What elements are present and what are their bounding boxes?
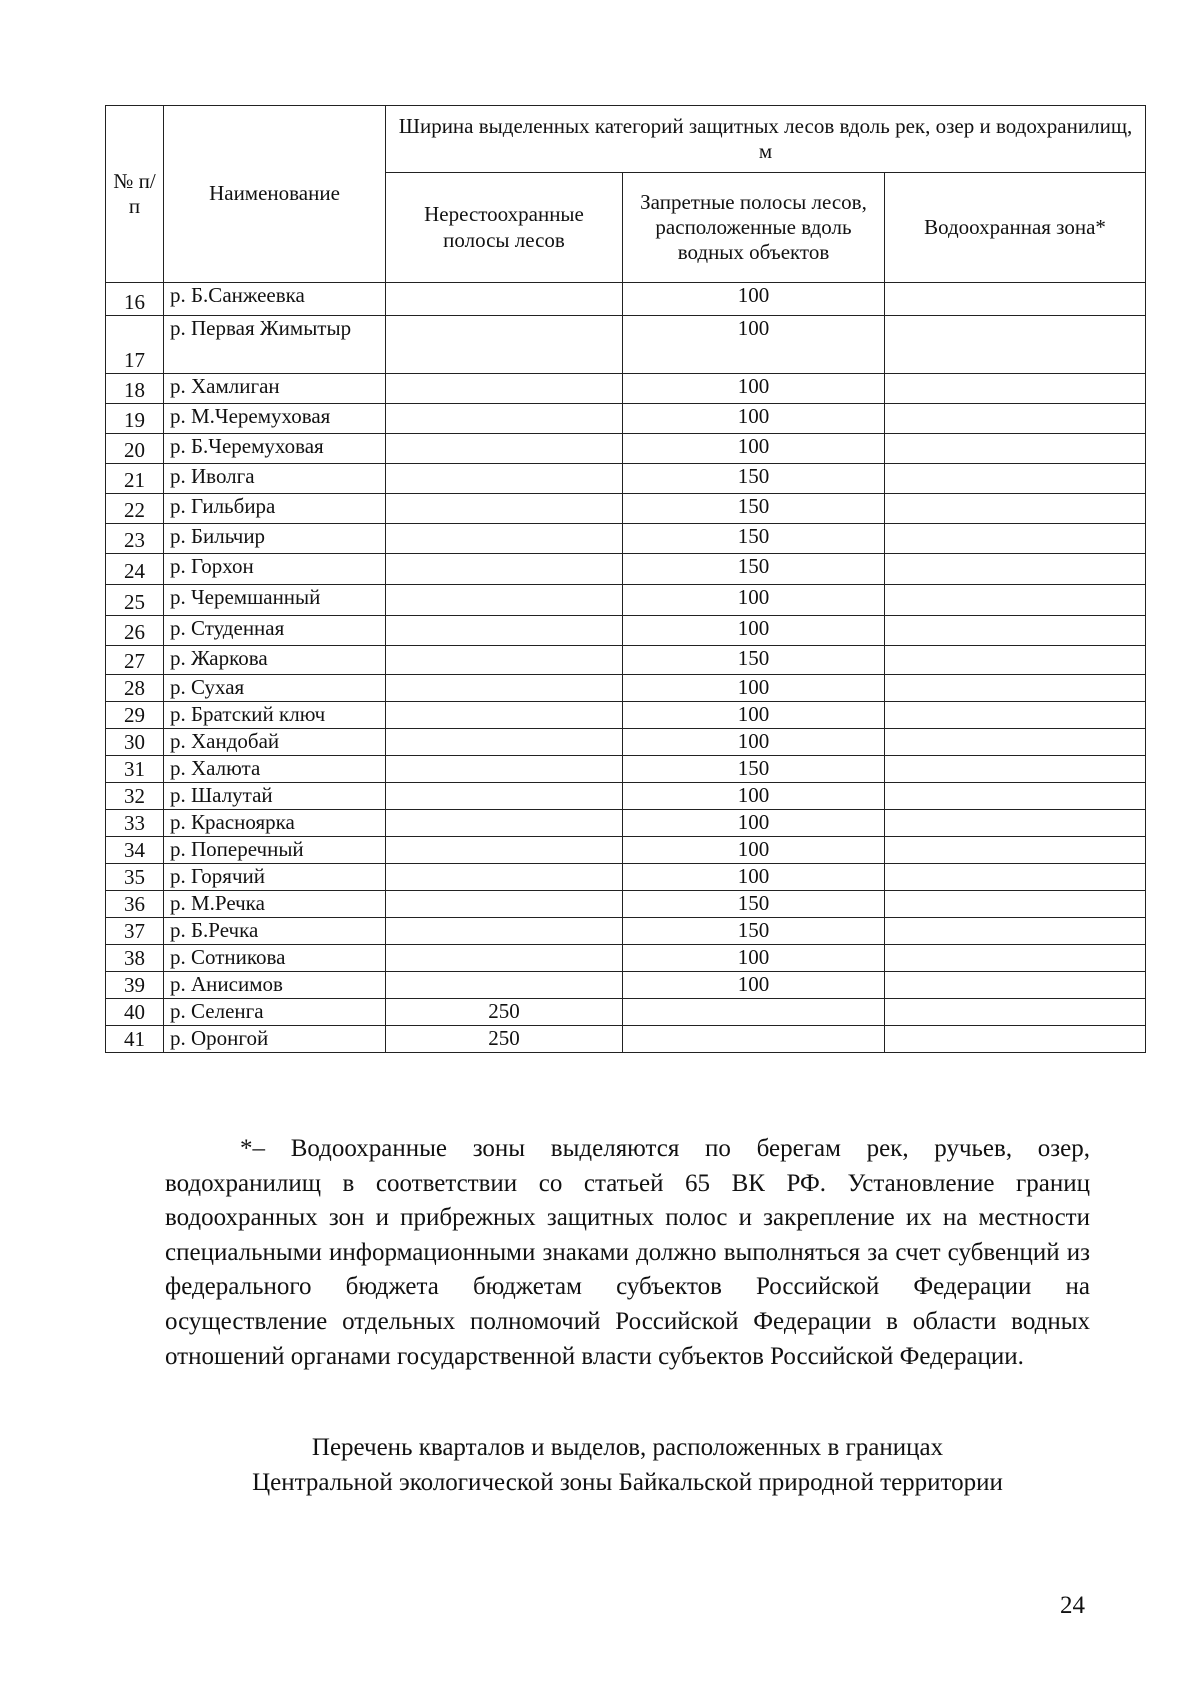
- row-water-zone-width: [885, 837, 1146, 864]
- row-water-zone-width: [885, 494, 1146, 524]
- forest-width-table: [105, 105, 1146, 1053]
- row-num: 17: [106, 316, 164, 374]
- row-spawning-width: [386, 646, 623, 675]
- row-name: р. Иволга: [164, 464, 386, 494]
- row-spawning-width: [386, 404, 623, 434]
- row-water-zone-width: [885, 434, 1146, 464]
- row-restricted-width: 150: [623, 464, 885, 494]
- row-num: 38: [106, 945, 164, 972]
- row-num: 30: [106, 729, 164, 756]
- list-title: [165, 1430, 1090, 1500]
- header-name: Наименование: [164, 106, 386, 283]
- page-number: 24: [1060, 1592, 1085, 1619]
- row-restricted-width: 150: [623, 554, 885, 585]
- list-title-line-2: Центральной экологической зоны Байкальской природной территории: [252, 1469, 1003, 1496]
- row-spawning-width: [386, 434, 623, 464]
- row-name: р. Анисимов: [164, 972, 386, 999]
- row-spawning-width: [386, 864, 623, 891]
- list-title-line-1: Перечень кварталов и выделов, расположенных в границах: [311, 1434, 944, 1461]
- row-spawning-width: [386, 585, 623, 616]
- row-name: р. Первая Жимытыр: [164, 316, 386, 374]
- table-row: [106, 837, 1146, 864]
- row-restricted-width: 150: [623, 891, 885, 918]
- row-num: 39: [106, 972, 164, 999]
- row-num: 23: [106, 524, 164, 554]
- row-name: р. Халюта: [164, 756, 386, 783]
- row-restricted-width: 150: [623, 646, 885, 675]
- row-spawning-width: [386, 616, 623, 646]
- table-row: [106, 524, 1146, 554]
- row-name: р. Жаркова: [164, 646, 386, 675]
- row-num: 20: [106, 434, 164, 464]
- row-restricted-width: 100: [623, 404, 885, 434]
- row-restricted-width: 150: [623, 494, 885, 524]
- row-restricted-width: 150: [623, 918, 885, 945]
- header-water-zone: Водоохранная зона*: [885, 173, 1146, 283]
- table-row: [106, 864, 1146, 891]
- table-row: [106, 616, 1146, 646]
- row-water-zone-width: [885, 702, 1146, 729]
- row-name: р. Черемшанный: [164, 585, 386, 616]
- row-restricted-width: 100: [623, 616, 885, 646]
- table-row: [106, 646, 1146, 675]
- row-num: 29: [106, 702, 164, 729]
- row-num: 35: [106, 864, 164, 891]
- row-restricted-width: [623, 1026, 885, 1053]
- row-name: р. Хандобай: [164, 729, 386, 756]
- row-spawning-width: [386, 675, 623, 702]
- row-name: р. Горячий: [164, 864, 386, 891]
- row-name: р. Селенга: [164, 999, 386, 1026]
- table-row: [106, 554, 1146, 585]
- row-restricted-width: [623, 999, 885, 1026]
- table-row: [106, 374, 1146, 404]
- row-num: 41: [106, 1026, 164, 1053]
- row-spawning-width: [386, 918, 623, 945]
- row-name: р. М.Речка: [164, 891, 386, 918]
- row-name: р. Бильчир: [164, 524, 386, 554]
- row-name: р. Красноярка: [164, 810, 386, 837]
- row-num: 24: [106, 554, 164, 585]
- row-name: р. Шалутай: [164, 783, 386, 810]
- row-num: 31: [106, 756, 164, 783]
- table-row: [106, 283, 1146, 316]
- row-water-zone-width: [885, 404, 1146, 434]
- row-num: 19: [106, 404, 164, 434]
- row-spawning-width: [386, 554, 623, 585]
- row-restricted-width: 100: [623, 945, 885, 972]
- row-num: 16: [106, 283, 164, 316]
- table-row: [106, 783, 1146, 810]
- row-spawning-width: 250: [386, 999, 623, 1026]
- row-restricted-width: 100: [623, 864, 885, 891]
- row-spawning-width: [386, 464, 623, 494]
- row-name: р. Хамлиган: [164, 374, 386, 404]
- row-spawning-width: [386, 283, 623, 316]
- row-water-zone-width: [885, 972, 1146, 999]
- row-water-zone-width: [885, 729, 1146, 756]
- table-row: [106, 316, 1146, 374]
- row-spawning-width: [386, 891, 623, 918]
- header-restricted: Запретные полосы лесов, расположенные вдоль водных объектов: [623, 173, 885, 283]
- row-spawning-width: [386, 810, 623, 837]
- row-spawning-width: [386, 524, 623, 554]
- row-spawning-width: [386, 972, 623, 999]
- row-name: р. Б.Речка: [164, 918, 386, 945]
- row-restricted-width: 100: [623, 434, 885, 464]
- row-name: р. Сотникова: [164, 945, 386, 972]
- row-num: 27: [106, 646, 164, 675]
- row-name: р. Поперечный: [164, 837, 386, 864]
- row-num: 37: [106, 918, 164, 945]
- table-row: [106, 404, 1146, 434]
- table-body: [106, 283, 1146, 1053]
- table-row: [106, 494, 1146, 524]
- row-spawning-width: [386, 756, 623, 783]
- table-row: [106, 999, 1146, 1026]
- row-water-zone-width: [885, 810, 1146, 837]
- row-num: 25: [106, 585, 164, 616]
- table-row: [106, 464, 1146, 494]
- row-spawning-width: [386, 316, 623, 374]
- row-num: 28: [106, 675, 164, 702]
- table-row: [106, 918, 1146, 945]
- row-num: 33: [106, 810, 164, 837]
- row-restricted-width: 100: [623, 374, 885, 404]
- row-water-zone-width: [885, 945, 1146, 972]
- row-spawning-width: [386, 837, 623, 864]
- row-spawning-width: [386, 702, 623, 729]
- row-num: 18: [106, 374, 164, 404]
- table-row: [106, 945, 1146, 972]
- row-name: р. Студенная: [164, 616, 386, 646]
- row-name: р. Братский ключ: [164, 702, 386, 729]
- table-row: [106, 702, 1146, 729]
- row-restricted-width: 150: [623, 756, 885, 783]
- table-row: [106, 434, 1146, 464]
- row-restricted-width: 100: [623, 783, 885, 810]
- row-restricted-width: 100: [623, 675, 885, 702]
- row-spawning-width: 250: [386, 1026, 623, 1053]
- row-water-zone-width: [885, 783, 1146, 810]
- table-row: [106, 972, 1146, 999]
- row-spawning-width: [386, 729, 623, 756]
- footnote-text: *– Водоохранные зоны выделяются по берегам рек, ручьев, озер, водохранилищ в соответствии со статьей 65 ВК РФ. Установление границ водоохранных зон и прибрежных защитных полос и закрепление их на местности специальными информационными знаками должно выполняться за счет субвенций из федерального бюджета бюджетам субъектов Российской Федерации на осуществление отдельных полномочий Российской Федерации в области водных отношений органами государственной власти субъектов Российской Федерации.: [165, 1135, 1090, 1370]
- row-restricted-width: 100: [623, 729, 885, 756]
- row-spawning-width: [386, 494, 623, 524]
- row-name: р. Оронгой: [164, 1026, 386, 1053]
- row-restricted-width: 100: [623, 316, 885, 374]
- row-restricted-width: 100: [623, 585, 885, 616]
- row-name: р. Б.Черемуховая: [164, 434, 386, 464]
- row-name: р. Б.Санжеевка: [164, 283, 386, 316]
- header-spawning: Нерестоохранные полосы лесов: [386, 173, 623, 283]
- row-num: 26: [106, 616, 164, 646]
- row-num: 32: [106, 783, 164, 810]
- row-water-zone-width: [885, 316, 1146, 374]
- row-num: 36: [106, 891, 164, 918]
- row-spawning-width: [386, 783, 623, 810]
- row-water-zone-width: [885, 756, 1146, 783]
- row-water-zone-width: [885, 554, 1146, 585]
- table-row: [106, 675, 1146, 702]
- row-water-zone-width: [885, 918, 1146, 945]
- row-restricted-width: 100: [623, 702, 885, 729]
- row-water-zone-width: [885, 464, 1146, 494]
- row-water-zone-width: [885, 675, 1146, 702]
- table-row: [106, 729, 1146, 756]
- footnote: [165, 1132, 1090, 1374]
- row-water-zone-width: [885, 585, 1146, 616]
- row-name: р. Сухая: [164, 675, 386, 702]
- row-water-zone-width: [885, 864, 1146, 891]
- row-restricted-width: 100: [623, 972, 885, 999]
- header-group: Ширина выделенных категорий защитных лесов вдоль рек, озер и водохранилищ, м: [386, 106, 1146, 173]
- row-name: р. Горхон: [164, 554, 386, 585]
- row-water-zone-width: [885, 1026, 1146, 1053]
- row-restricted-width: 100: [623, 810, 885, 837]
- row-water-zone-width: [885, 891, 1146, 918]
- row-water-zone-width: [885, 283, 1146, 316]
- table-row: [106, 891, 1146, 918]
- row-spawning-width: [386, 945, 623, 972]
- table-row: [106, 1026, 1146, 1053]
- row-num: 40: [106, 999, 164, 1026]
- header-num: № п/п: [106, 106, 164, 283]
- row-name: р. Гильбира: [164, 494, 386, 524]
- row-water-zone-width: [885, 374, 1146, 404]
- row-restricted-width: 100: [623, 283, 885, 316]
- row-name: р. М.Черемуховая: [164, 404, 386, 434]
- row-water-zone-width: [885, 999, 1146, 1026]
- row-restricted-width: 150: [623, 524, 885, 554]
- row-spawning-width: [386, 374, 623, 404]
- table-row: [106, 585, 1146, 616]
- row-num: 22: [106, 494, 164, 524]
- row-restricted-width: 100: [623, 837, 885, 864]
- row-water-zone-width: [885, 524, 1146, 554]
- table-row: [106, 810, 1146, 837]
- row-water-zone-width: [885, 646, 1146, 675]
- row-num: 34: [106, 837, 164, 864]
- row-num: 21: [106, 464, 164, 494]
- row-water-zone-width: [885, 616, 1146, 646]
- table-row: [106, 756, 1146, 783]
